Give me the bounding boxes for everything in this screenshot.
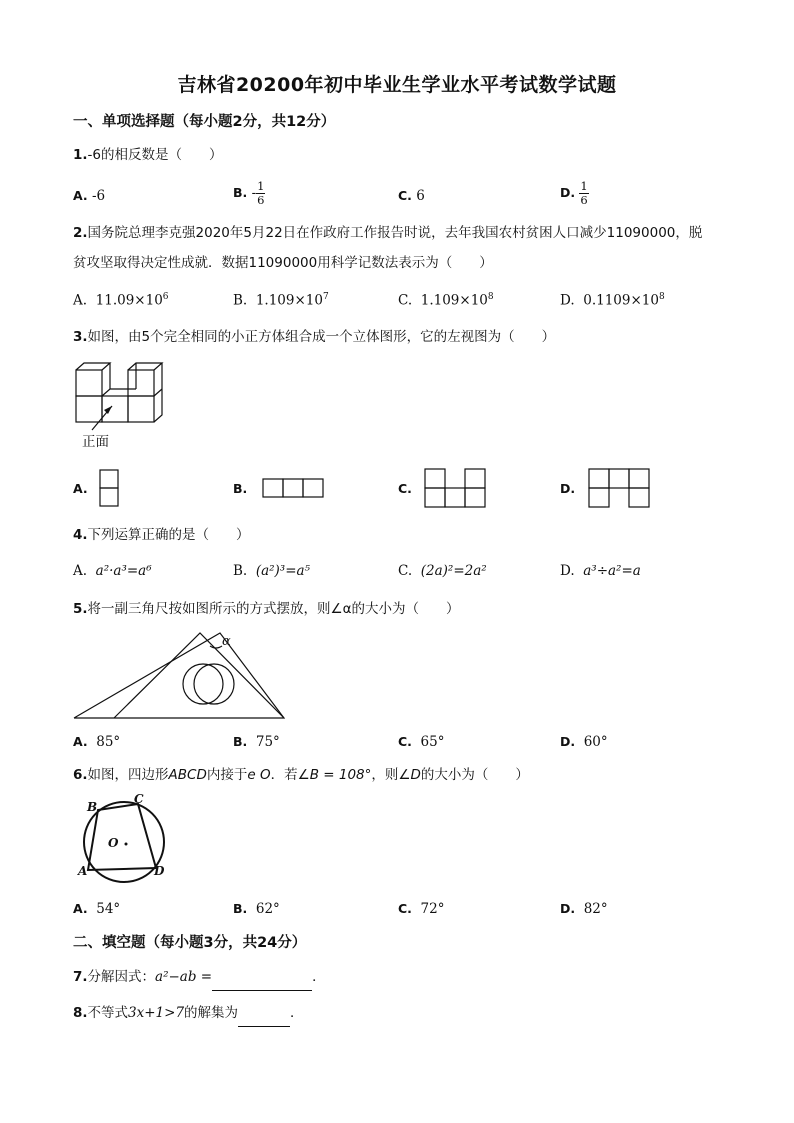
q1-option-d[interactable]: D. $\frac{1}{6}$ [560, 179, 588, 207]
q3-option-a-figure [99, 469, 121, 509]
question-3 [73, 324, 555, 350]
q3-option-d-label[interactable]: D. [560, 481, 576, 496]
q6-option-b[interactable]: B. 62° [233, 901, 280, 917]
question-number: 7. [73, 969, 88, 985]
question-number: 8. [73, 1005, 88, 1021]
q4-option-c[interactable]: C. (2a)²=2a² [398, 563, 487, 579]
q2-option-b[interactable]: B. $1.109\times 10^7$ [233, 292, 329, 309]
q6-option-a[interactable]: A. 54° [73, 901, 121, 917]
point-o-label: O [108, 836, 119, 850]
q3-option-d-figure [588, 468, 652, 510]
q1-option-b[interactable]: B. - $\frac{1}{6}$ [233, 179, 265, 207]
question-text: 下列运算正确的是（ ） [87, 527, 250, 543]
q2-option-c[interactable]: C. $1.109\times 10^8$ [398, 292, 494, 309]
question-text: 将一副三角尺按如图所示的方式摆放，则∠α的大小为（ ） [87, 601, 460, 617]
question-number: 6. [73, 767, 88, 783]
point-b-label: B [87, 800, 98, 814]
question-text-line1: 国务院总理李克强2020年5月22日在作政府工作报告时说，去年我国农村贫困人口减少11090000，脱 [87, 225, 703, 241]
point-c-label: C [134, 792, 144, 806]
fraction: $\frac{1}{6}$ [257, 179, 265, 207]
question-7: 7.分解因式：a²−ab = ． [73, 964, 326, 991]
question-4 [73, 522, 250, 548]
question-number: 4. [73, 527, 88, 543]
q2-option-d[interactable]: D. $0.1109\times 10^8$ [560, 292, 665, 309]
q4-option-b[interactable]: B. (a²)³=a⁵ [233, 563, 310, 579]
section-heading-choice: 一、单项选择题（每小题2分，共12分） [73, 114, 336, 130]
q3-option-c-figure [424, 468, 488, 510]
q5-option-d[interactable]: D. 60° [560, 734, 608, 750]
question-5 [73, 596, 460, 622]
q5-option-c[interactable]: C. 65° [398, 734, 445, 750]
q6-option-d[interactable]: D. 82° [560, 901, 608, 917]
q6-option-c[interactable]: C. 72° [398, 901, 445, 917]
q2-option-a[interactable]: A. $11.09\times 10^6$ [73, 292, 169, 309]
question-6: 6.如图，四边形ABCD内接于e O．若∠B = 108°，则∠D的大小为（ ） [73, 767, 529, 783]
front-label: 正面 [82, 434, 109, 450]
question-text: -6的相反数是（ ） [87, 147, 223, 163]
alpha-label: α [222, 634, 231, 649]
question-text: 如图，由5个完全相同的小正方体组合成一个立体图形，它的左视图为（ ） [87, 329, 556, 345]
q3-option-c-label[interactable]: C. [398, 481, 412, 496]
q3-option-a-label[interactable]: A. [73, 481, 88, 496]
q1-option-a[interactable]: A. -6 [73, 188, 106, 204]
question-1 [73, 142, 223, 168]
question-number: 3. [73, 329, 88, 345]
q3-option-b-label[interactable]: B. [233, 481, 248, 496]
q4-option-a[interactable]: A. a²·a³=a⁶ [73, 563, 152, 579]
q4-option-d[interactable]: D. a³÷a²=a [560, 563, 641, 579]
question-8: 8.不等式3x+1>7的解集为 ． [73, 1000, 304, 1027]
question-number: 1. [73, 147, 88, 163]
page-title: 吉林省20200年初中毕业生学业水平考试数学试题 [177, 74, 617, 96]
q1-option-c[interactable]: C. 6 [398, 188, 425, 204]
question-2 [73, 220, 733, 276]
question-number: 5. [73, 601, 88, 617]
section-heading-fill: 二、填空题（每小题3分，共24分） [73, 935, 307, 951]
point-a-label: A [78, 864, 88, 878]
answer-blank[interactable] [238, 1000, 290, 1027]
answer-blank[interactable] [212, 964, 312, 991]
triangle-rulers-figure [72, 630, 288, 722]
question-number: 2. [73, 225, 88, 241]
q5-option-a[interactable]: A. 85° [73, 734, 121, 750]
fraction: $\frac{1}{6}$ [580, 179, 588, 207]
q3-option-b-figure [262, 478, 326, 500]
q5-option-b[interactable]: B. 75° [233, 734, 280, 750]
question-text-line2: 贫攻坚取得决定性成就．数据11090000用科学记数法表示为（ ） [73, 255, 493, 271]
point-d-label: D [154, 864, 165, 878]
